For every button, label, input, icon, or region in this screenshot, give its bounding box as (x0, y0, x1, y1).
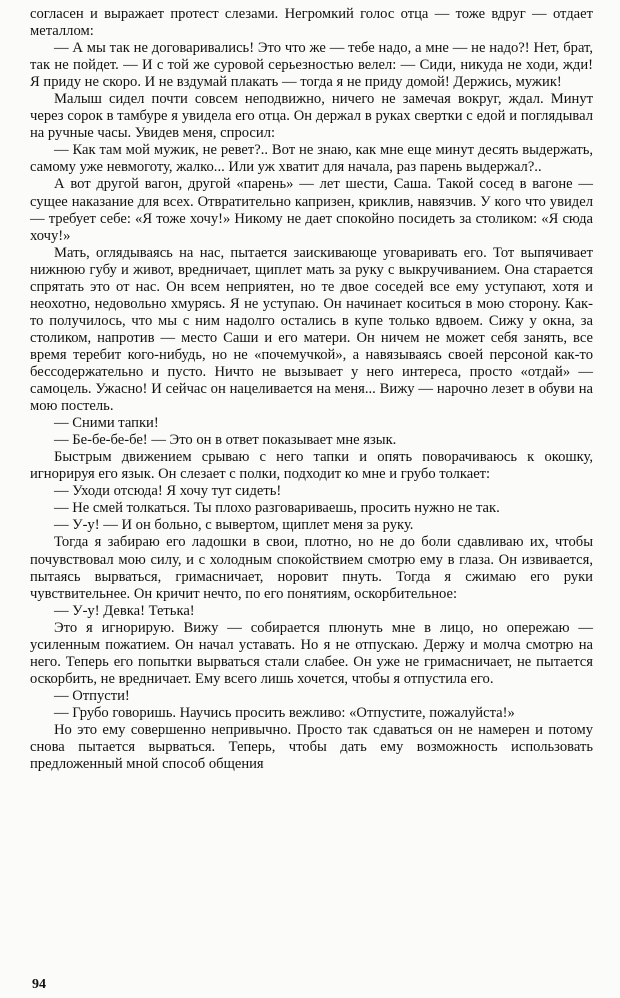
page-number: 94 (32, 977, 46, 992)
paragraph: — Отпусти! (54, 687, 130, 704)
paragraph: — Как там мой мужик, не ревет?.. Вот не знаю, как мне еще минут десять выдержать, самому уже невмоготу, жалко... Или уж хватит для начала, раз парень выдержал?.. (30, 142, 593, 176)
paragraph: Это я игнорирую. Вижу — собирается плюнуть мне в лицо, но опережаю — усиленным пожатием. Он начал уставать. Но я не отпускаю. Держу и молча смотрю на него. Теперь его попытки вырваться стали слабее. Он уже не гримасничает, не пытается оскорбить, не вредничает. Ему всего лишь хочется, чтобы я отпустила его. (30, 619, 593, 687)
paragraph: Малыш сидел почти совсем неподвижно, ничего не замечая вокруг, ждал. Минут через сорок в тамбуре я увидела его отца. Он держал в руках свертки с едой и поглядывал на ручные часы. Увидев меня, спросил: (30, 91, 593, 142)
paragraph: — У-у! — И он больно, с вывертом, щиплет меня за руку. (54, 517, 414, 534)
page-body-text (30, 6, 593, 773)
paragraph: — Не смей толкаться. Ты плохо разговариваешь, просить нужно не так. (54, 500, 500, 517)
paragraph: Мать, оглядываясь на нас, пытается заискивающе уговаривать его. Тот выпячивает нижнюю губу и живот, вредничает, щиплет мать за руку с выкручиванием. Она старается спрятать это от нас. Он всем неприятен, но те двое соседей все ему уступают, хотя и неохотно, недовольно хмурясь. Я не уступаю. Он начинает коситься в мою сторону. Как-то получилось, что мы с ним надолго остались в купе только вдвоем. Сижу у окна, за столиком, напротив — место Саши и его матери. Он ничем не может себя занять, все время теребит кого-нибудь, но не «почемучкой», а навязываясь своей персоной как-то бессодержательно и пусто. Ничто не вызывает у него интереса, просто «отдай» — самоцель. Ужасно! И сейчас он нацеливается на меня... Вижу — нарочно лезет в обуви на мою постель. (30, 244, 593, 415)
paragraph: — Бе-бе-бе-бе! — Это он в ответ показывает мне язык. (54, 432, 397, 449)
paragraph: — У-у! Девка! Тетька! (54, 602, 195, 619)
paragraph: согласен и выражает протест слезами. Негромкий голос отца — тоже вдруг — отдает металлом: (30, 6, 593, 40)
paragraph: А вот другой вагон, другой «парень» — лет шести, Саша. Такой сосед в вагоне — сущее наказание для всех. Отвратительно капризен, криклив, навязчив. У кого что увидел — требует себе: «Я тоже хочу!» Никому не дает спокойно посидеть за столиком: «Я сюда хочу!» (30, 176, 593, 244)
paragraph: Быстрым движением срываю с него тапки и опять поворачиваюсь к окошку, игнорируя его язык. Он слезает с полки, подходит ко мне и грубо толкает: (30, 449, 593, 483)
paragraph: Но это ему совершенно непривычно. Просто так сдаваться он не намерен и потому снова пытается вырваться. Теперь, чтобы дать ему возможность использовать предложенный мной способ общения (30, 721, 593, 773)
paragraph: — А мы так не договаривались! Это что же — тебе надо, а мне — не надо?! Нет, брат, так не пойдет. — И с той же суровой серьезностью велел: — Сиди, никуда не ходи, жди! Я приду не скоро. И не вздумай плакать — тогда я не приду домой! Держись, мужик! (30, 40, 593, 91)
paragraph: Тогда я забираю его ладошки в свои, плотно, но не до боли сдавливаю их, чтобы почувствовал мою силу, и с холодным спокойствием смотрю ему в глаза. Он извивается, пытаясь вырваться, гримасничает, норовит пнуть. Тогда я сжимаю его руки чувствительнее. Он кричит нечто, по его понятиям, оскорбительное: (30, 534, 593, 602)
paragraph: — Сними тапки! (54, 415, 159, 432)
paragraph: — Грубо говоришь. Научись просить вежливо: «Отпустите, пожалуйста!» (54, 704, 515, 721)
paragraph: — Уходи отсюда! Я хочу тут сидеть! (54, 483, 282, 500)
